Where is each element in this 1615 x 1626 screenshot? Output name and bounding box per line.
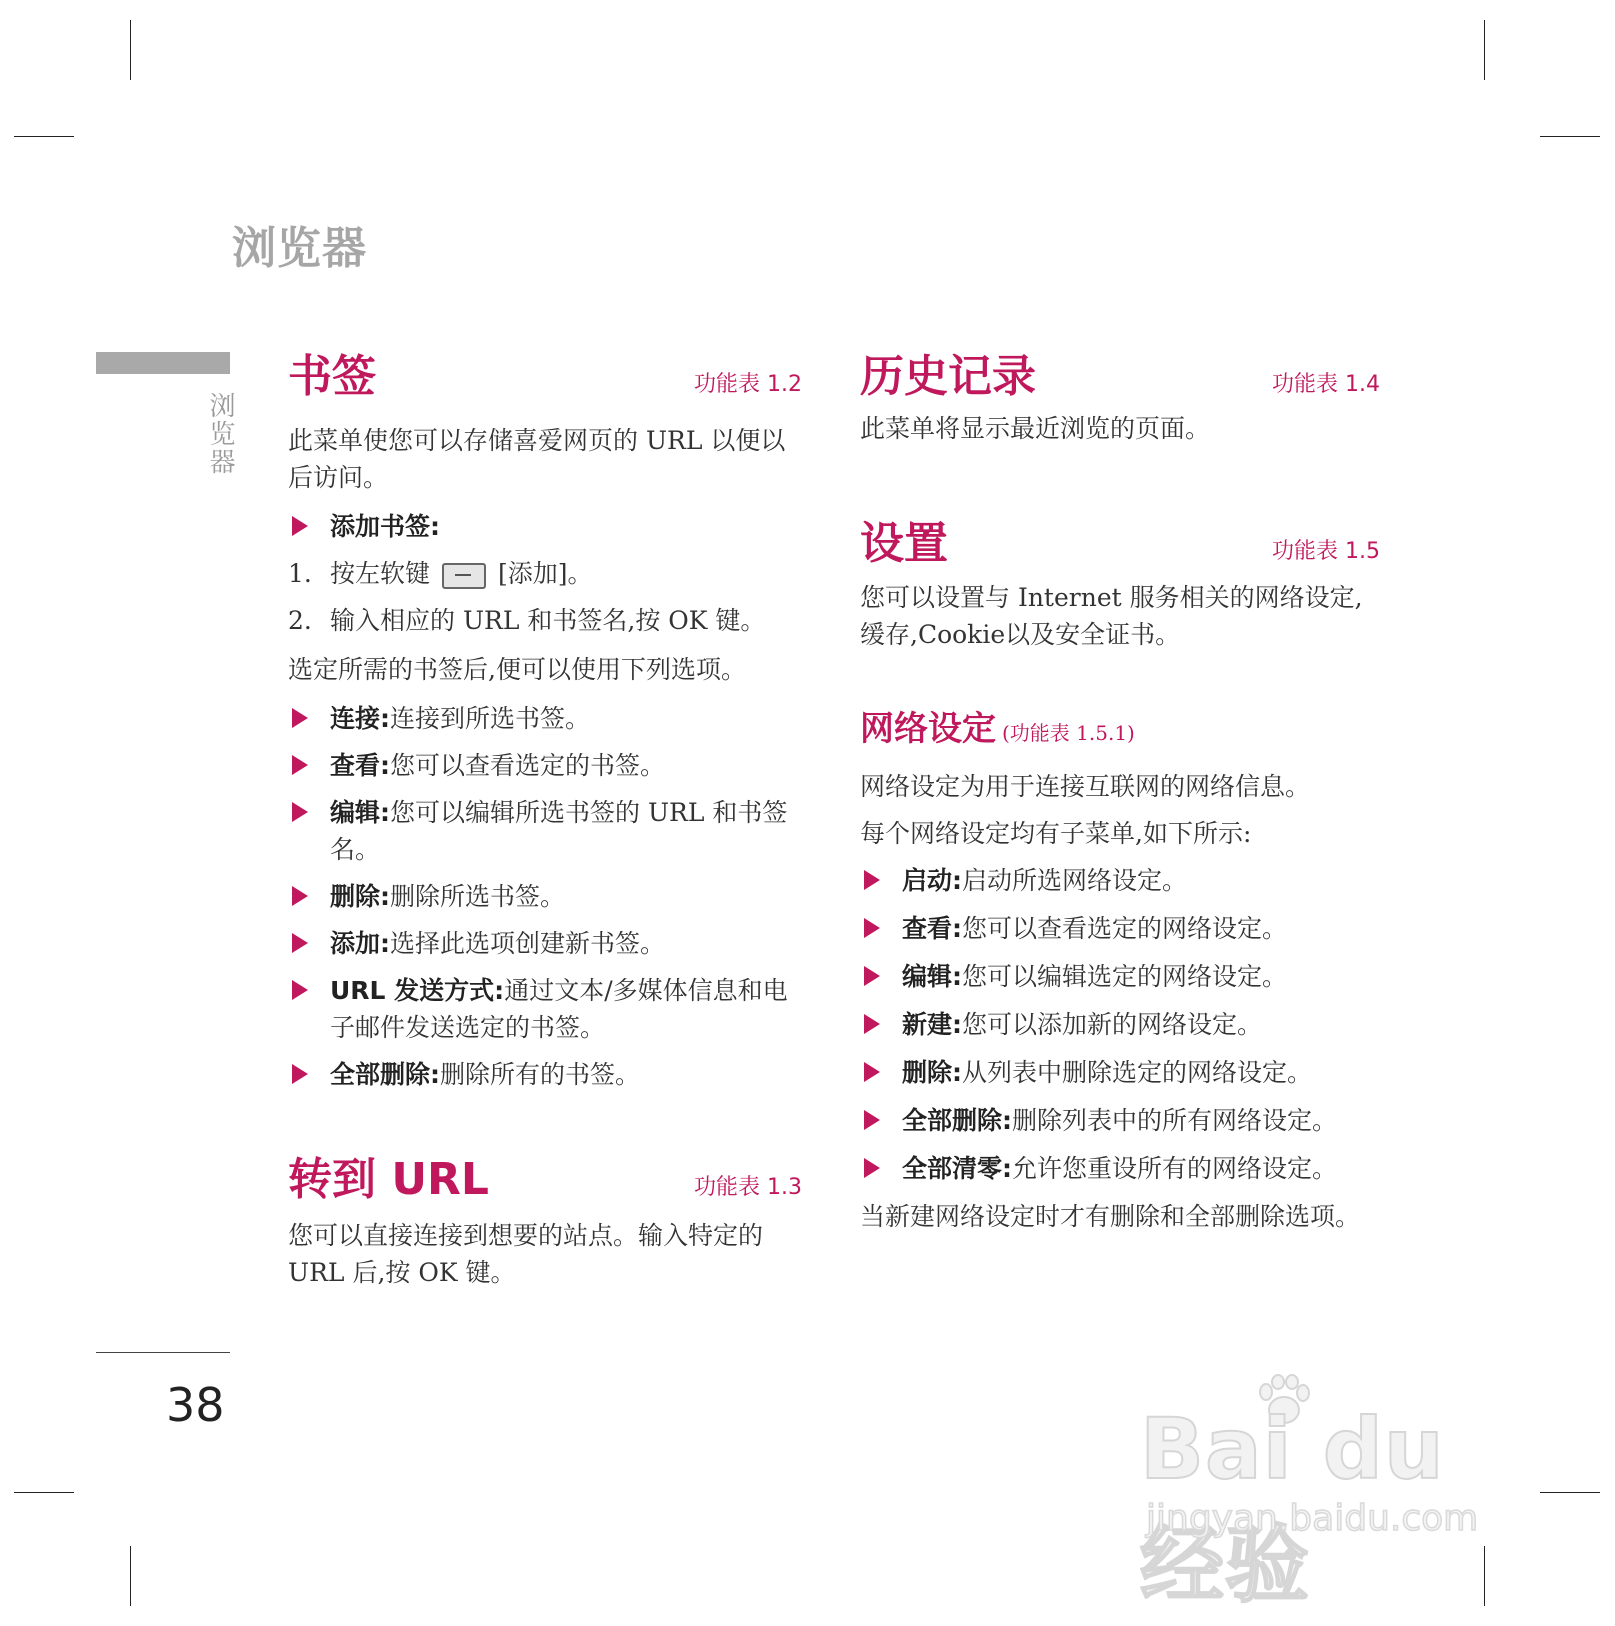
bullet-triangle-icon [292,802,308,822]
crop-mark [130,20,131,80]
add-bookmark-heading [288,508,802,545]
option-item [860,958,1380,995]
bullet-triangle-icon [864,1158,880,1178]
goto-url-text: 您可以直接连接到想要的站点。输入特定的 URL 后,按 OK 键。 [288,1221,764,1287]
option-item [860,1054,1380,1091]
option-item [288,1056,802,1093]
option-item [288,700,802,737]
network-options-list [860,862,1380,1187]
settings-header [860,507,1380,571]
option-text: 允许您重设所有的网络设定。 [1012,1154,1338,1183]
bullet-triangle-icon [864,1062,880,1082]
bullet-triangle-icon [292,886,308,906]
crop-mark [1540,136,1600,137]
history-text: 此菜单将显示最近浏览的页面。 [860,414,1211,443]
chapter-tab-bar [96,352,230,374]
option-text: 通过文本/多媒体信息和电子邮件发送选定的书签。 [330,976,788,1042]
step-text-after: [添加]。 [498,559,593,588]
bullet-triangle-icon [292,516,308,536]
option-label: 编辑: [330,798,390,827]
left-softkey-icon [442,563,486,589]
crop-mark [130,1546,131,1606]
option-label: 新建: [902,1010,962,1039]
option-item [860,1150,1380,1187]
bullet-triangle-icon [292,755,308,775]
option-text: 从列表中删除选定的网络设定。 [962,1058,1313,1087]
goto-url-title: 转到 URL [288,1154,489,1205]
option-item [288,925,802,962]
bullet-triangle-icon [864,1014,880,1034]
bullet-triangle-icon [292,933,308,953]
history-menu-ref: 功能表 1.4 [1272,372,1380,397]
option-label: 连接: [330,704,390,733]
watermark-url: jingyan.baidu.com [1146,1498,1479,1539]
page-number-rule [96,1352,230,1353]
goto-url-header [288,1143,802,1207]
step-text: 输入相应的 URL 和书签名,按 OK 键。 [330,606,766,635]
crop-mark [1540,1492,1600,1493]
option-text: 您可以查看选定的网络设定。 [962,914,1288,943]
bookmarks-menu-ref: 功能表 1.2 [694,372,802,397]
option-text: 删除所选书签。 [390,882,566,911]
network-intro-2: 每个网络设定均有子菜单,如下所示: [860,819,1252,848]
left-column [288,340,802,1291]
option-text: 启动所选网络设定。 [962,866,1188,895]
option-label: 查看: [902,914,962,943]
bullet-triangle-icon [864,966,880,986]
bookmarks-header [288,340,802,404]
bookmarks-intro: 此菜单使您可以存储喜爱网页的 URL 以便以后访问。 [288,426,786,492]
option-text: 删除所有的书签。 [440,1060,641,1089]
option-item [288,878,802,915]
bullet-triangle-icon [864,870,880,890]
option-label: 删除: [330,882,390,911]
baidu-watermark [1140,1380,1520,1614]
option-label: 启动: [902,866,962,895]
option-text: 您可以编辑选定的网络设定。 [962,962,1288,991]
network-intro-1: 网络设定为用于连接互联网的网络信息。 [860,772,1311,801]
network-note: 当新建网络设定时才有删除和全部删除选项。 [860,1202,1361,1231]
history-title: 历史记录 [860,351,1036,402]
network-title: 网络设定 [860,709,996,749]
page-title: 浏览器 [232,223,367,274]
option-item [860,910,1380,947]
step-text: 按左软键 [330,559,431,588]
bookmarks-title: 书签 [288,351,376,402]
option-item [288,747,802,784]
watermark-brand: Bai du 经验 [1140,1400,1445,1614]
history-header [860,340,1380,404]
right-column [860,340,1380,1235]
bullet-triangle-icon [292,980,308,1000]
step-2 [288,602,802,639]
network-header [860,701,1380,750]
bullet-triangle-icon [864,918,880,938]
option-text: 删除列表中的所有网络设定。 [1012,1106,1338,1135]
option-text: 连接到所选书签。 [390,704,591,733]
step-number: 2. [288,606,312,635]
goto-url-menu-ref: 功能表 1.3 [694,1175,802,1200]
add-bookmark-label: 添加书签: [330,512,440,541]
bullet-triangle-icon [292,1064,308,1084]
option-item [288,794,802,868]
step-1 [288,555,802,592]
option-label: 全部删除: [902,1106,1012,1135]
bookmark-options-list [288,700,802,1093]
option-text: 您可以添加新的网络设定。 [962,1010,1263,1039]
option-label: 添加: [330,929,390,958]
option-item [860,862,1380,899]
crop-mark [14,1492,74,1493]
after-select-text: 选定所需的书签后,便可以使用下列选项。 [288,655,746,684]
crop-mark [14,136,74,137]
option-item [860,1102,1380,1139]
option-text: 您可以查看选定的书签。 [390,751,666,780]
option-label: 编辑: [902,962,962,991]
settings-menu-ref: 功能表 1.5 [1272,539,1380,564]
option-text: 您可以编辑所选书签的 URL 和书签名。 [330,798,788,864]
settings-text: 您可以设置与 Internet 服务相关的网络设定,缓存,Cookie以及安全证书。 [860,583,1363,649]
side-chapter-label: 浏览器 [205,392,235,476]
option-label: 查看: [330,751,390,780]
option-item [860,1006,1380,1043]
crop-mark [1484,20,1485,80]
page-number: 38 [166,1378,225,1432]
option-label: 全部清零: [902,1154,1012,1183]
step-number: 1. [288,559,312,588]
option-item [288,972,802,1046]
network-menu-ref: (功能表 1.5.1) [1002,721,1135,745]
bullet-triangle-icon [292,708,308,728]
settings-title: 设置 [860,518,948,569]
bullet-triangle-icon [864,1110,880,1130]
option-label: 全部删除: [330,1060,440,1089]
option-label: 删除: [902,1058,962,1087]
option-label: URL 发送方式: [330,976,505,1005]
option-text: 选择此选项创建新书签。 [390,929,666,958]
